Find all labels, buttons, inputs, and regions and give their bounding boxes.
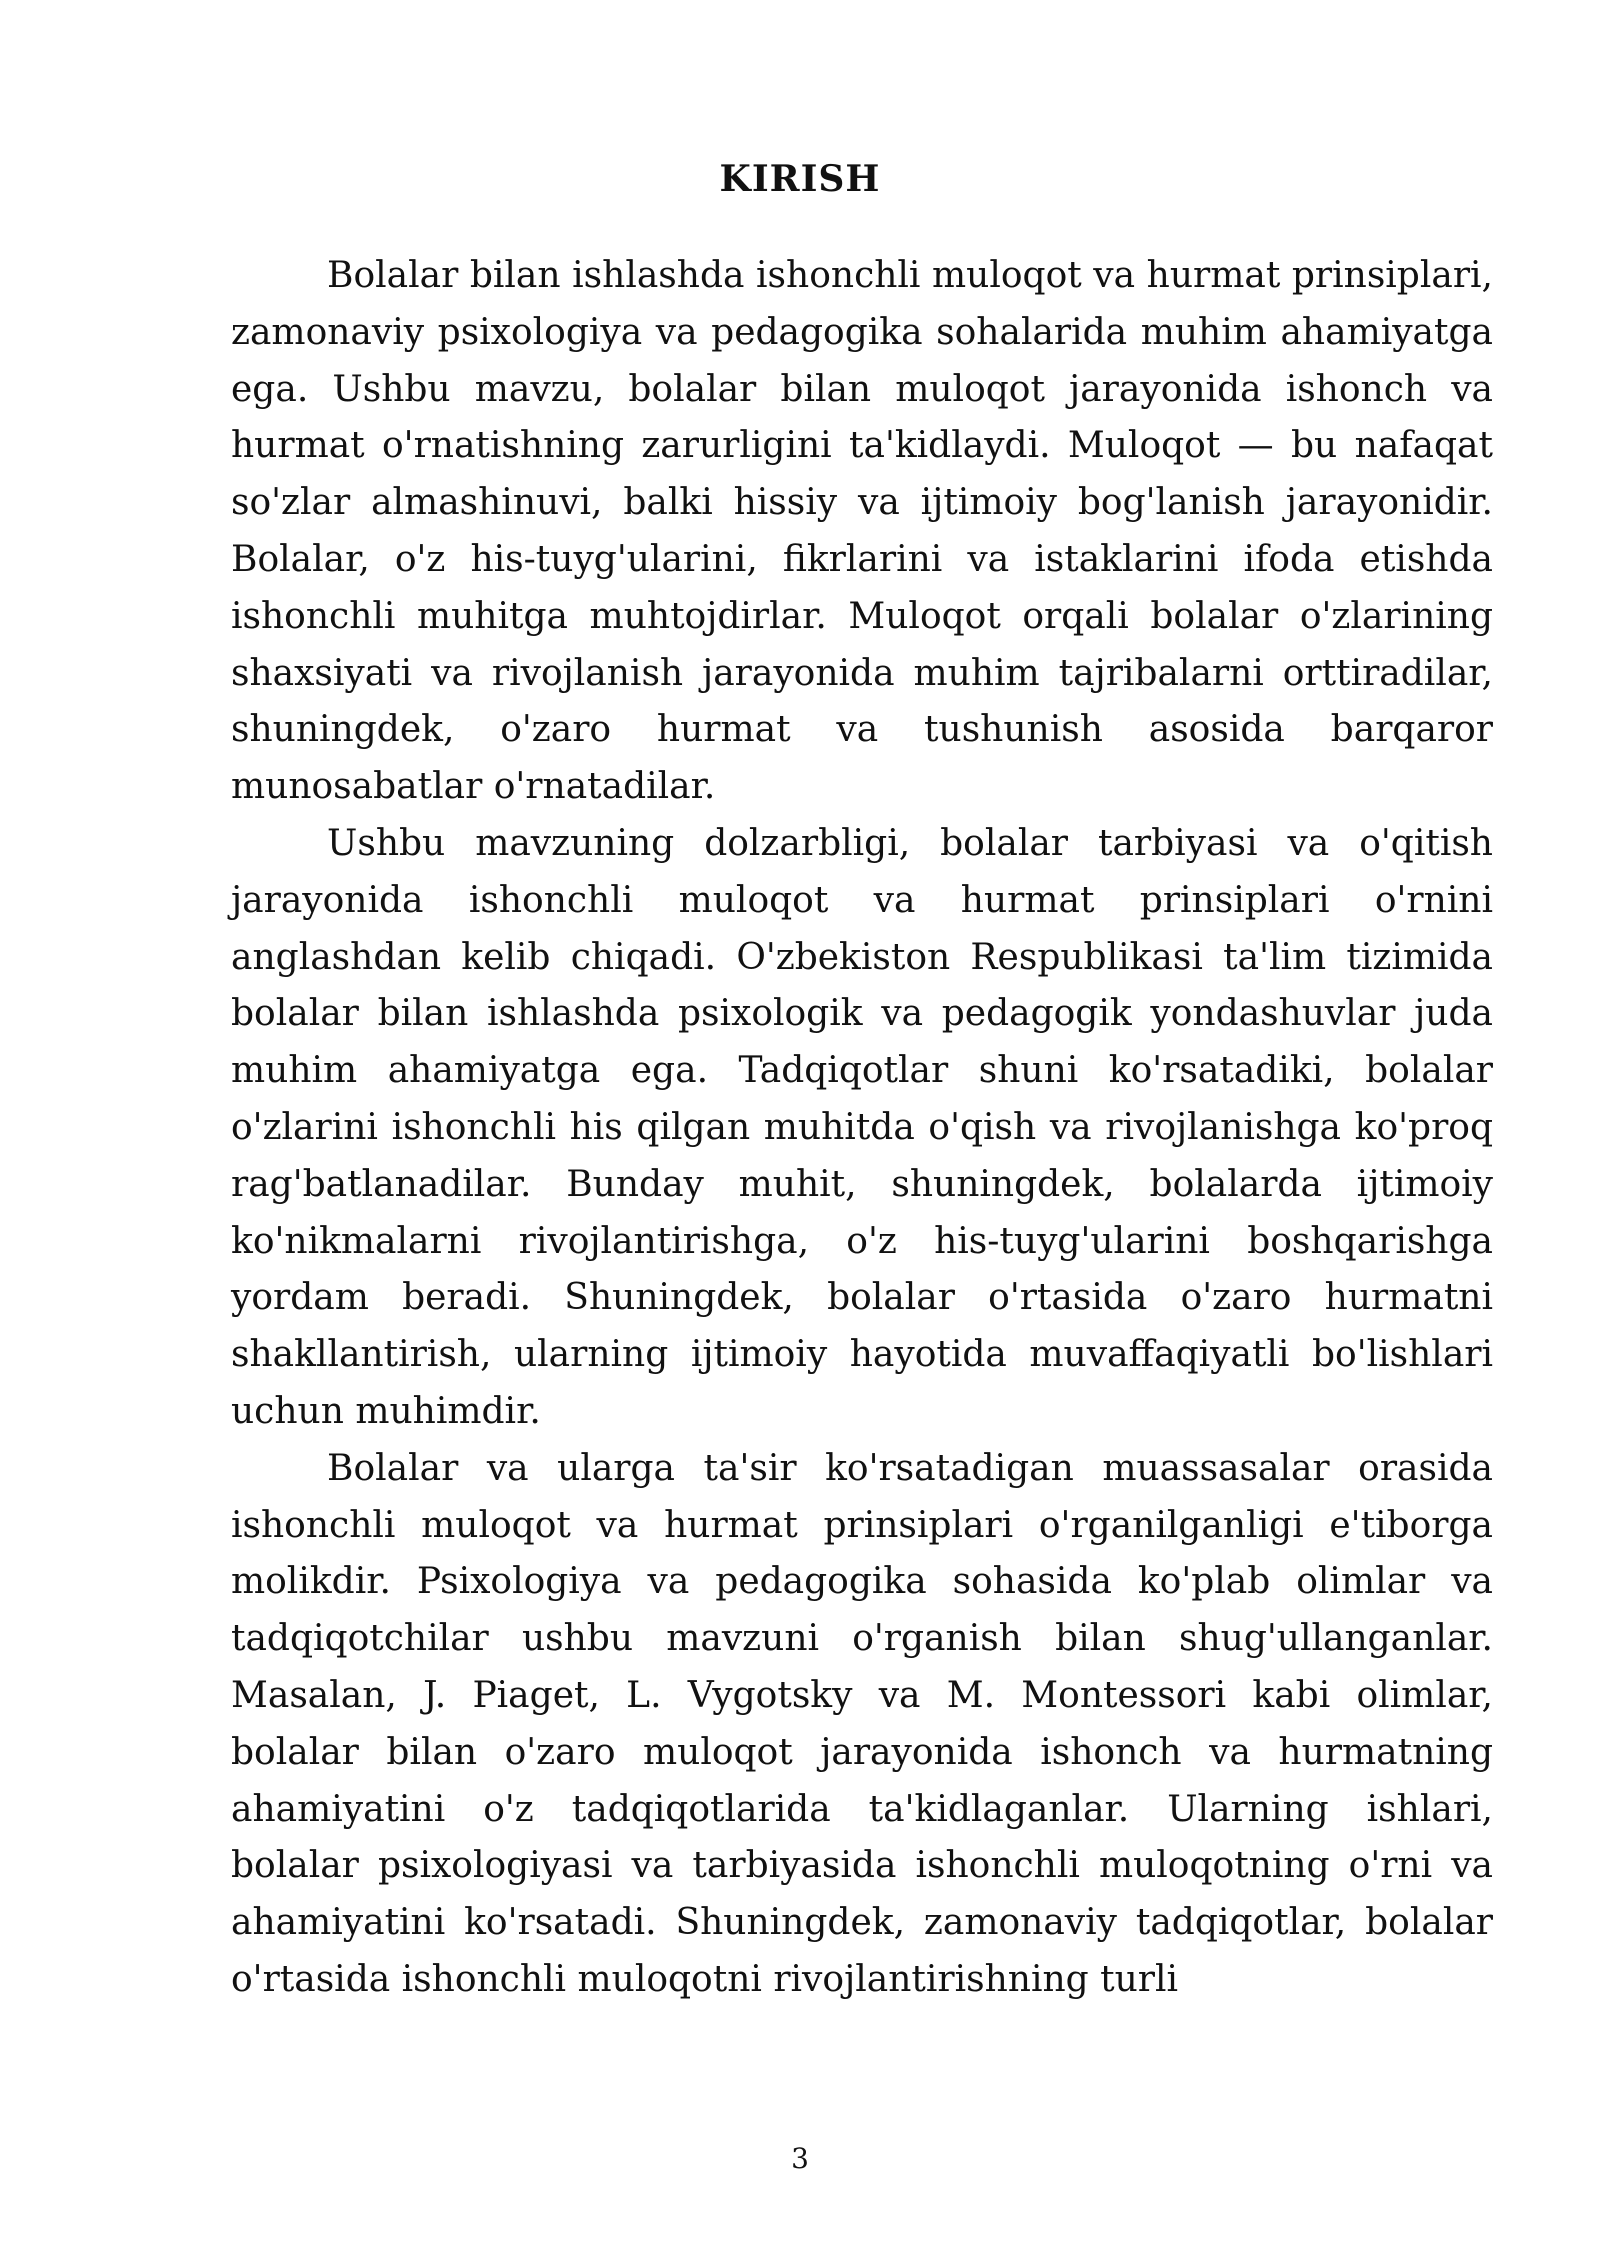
- section-heading: KIRISH: [719, 158, 881, 200]
- paragraph-2: Ushbu mavzuning dolzarbligi, bolalar tarbiyasi va o'qitish jarayonida ishonchli muloqot va hurmat prinsiplari o'rnini anglashdan kelib chiqadi. O'zbekiston Respublikasi ta'lim tizimida bolalar bilan ishlashda psixologik va pedagogik yondashuvlar juda muhim ahamiyatga ega. Tadqiqotlar shuni ko'rsatadiki, bolalar o'zlarini ishonchli his qilgan muhitda o'qish va rivojlanishga ko'proq rag'batlanadilar. Bunday muhit, shuningdek, bolalarda ijtimoiy ko'nikmalarni rivojlantirishga, o'z his-tuyg'ularini boshqarishga yordam beradi. Shuningdek, bolalar o'rtasida o'zaro hurmatni shakllantirish, ularning ijtimoiy hayotida muvaffaqiyatli bo'lishlari uchun muhimdir.: [231, 822, 1493, 1432]
- paragraph-3: Bolalar va ularga ta'sir ko'rsatadigan muassasalar orasida ishonchli muloqot va hurmat prinsiplari o'rganilganligi e'tiborga molikdir. Psixologiya va pedagogika sohasida ko'plab olimlar va tadqiqotchilar ushbu mavzuni o'rganish bilan shug'ullanganlar. Masalan, J. Piaget, L. Vygotsky va M. Montessori kabi olimlar, bolalar bilan o'zaro muloqot jarayonida ishonch va hurmatning ahamiyatini o'z tadqiqotlarida ta'kidlaganlar. Ularning ishlari, bolalar psixologiyasi va tarbiyasida ishonchli muloqotning o'rni va ahamiyatini ko'rsatadi. Shuningdek, zamonaviy tadqiqotlar, bolalar o'rtasida ishonchli muloqotni rivojlantirishning turli: [231, 1447, 1493, 2000]
- paragraph-1: Bolalar bilan ishlashda ishonchli muloqot va hurmat prinsiplari, zamonaviy psixologiya va pedagogika sohalarida muhim ahamiyatga ega. Ushbu mavzu, bolalar bilan muloqot jarayonida ishonch va hurmat o'rnatishning zarurligini ta'kidlaydi. Muloqot — bu nafaqat so'zlar almashinuvi, balki hissiy va ijtimoiy bog'lanish jarayonidir. Bolalar, o'z his-tuyg'ularini, fikrlarini va istaklarini ifoda etishda ishonchli muhitga muhtojdirlar. Muloqot orqali bolalar o'zlarining shaxsiyati va rivojlanish jarayonida muhim tajribalarni orttiradilar, shuningdek, o'zaro hurmat va tushunish asosida barqaror munosabatlar o'rnatadilar.: [231, 255, 1493, 808]
- body-text: [231, 248, 1493, 2009]
- page-number: 3: [791, 2142, 809, 2175]
